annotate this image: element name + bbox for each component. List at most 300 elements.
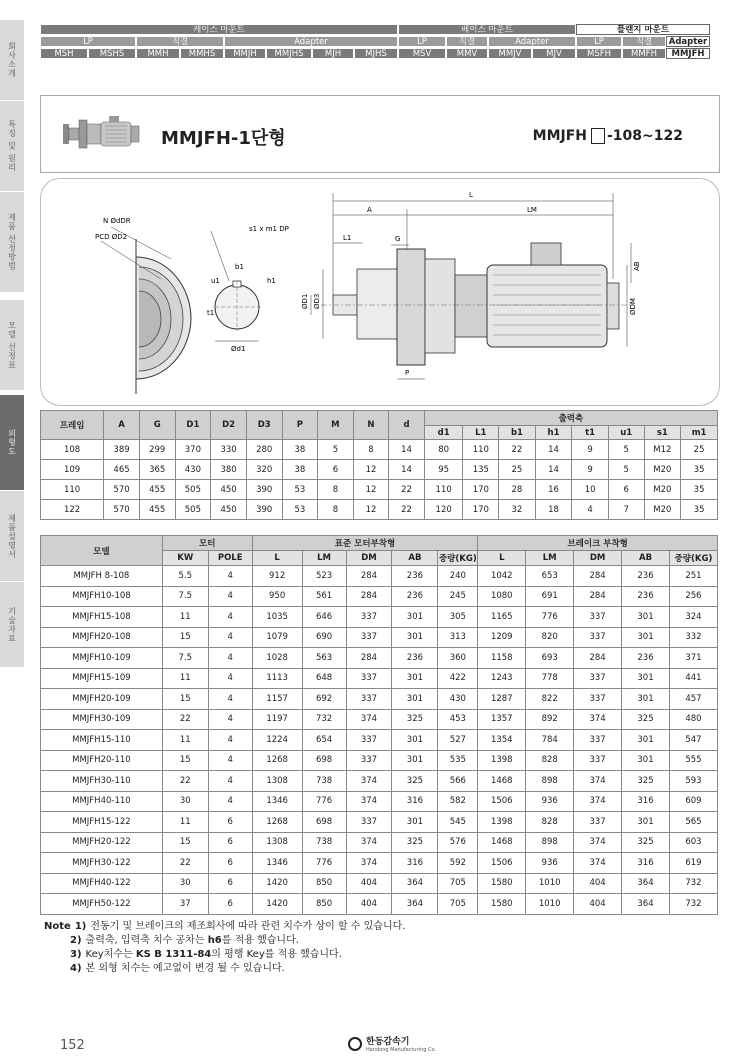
table-cell: 430: [438, 689, 478, 710]
nav-mmhs[interactable]: MMHS: [180, 48, 224, 59]
table-cell: 654: [302, 730, 346, 751]
nav-base-lp[interactable]: LP: [398, 36, 446, 47]
table-cell: 374: [574, 771, 622, 792]
table-cell: 453: [438, 709, 478, 730]
table-cell: 1165: [478, 607, 526, 628]
table-cell: 4: [208, 627, 252, 648]
table-cell: 324: [669, 607, 717, 628]
table-cell: MMJFH30-122: [41, 853, 163, 874]
table-cell: 374: [346, 832, 392, 853]
table-cell: 380: [211, 460, 247, 480]
table-cell: 592: [438, 853, 478, 874]
table-cell: 1243: [478, 668, 526, 689]
table-cell: 337: [574, 812, 622, 833]
table-cell: 422: [438, 668, 478, 689]
table-cell: 4: [208, 750, 252, 771]
side-tab-outline[interactable]: 외형도: [0, 395, 24, 491]
nav-lp[interactable]: LP: [40, 36, 136, 47]
table-cell: 1209: [478, 627, 526, 648]
table-cell: MMJFH 8-108: [41, 566, 163, 587]
nav-mmh[interactable]: MMH: [136, 48, 180, 59]
table-cell: 120: [424, 500, 463, 520]
table-cell: 457: [669, 689, 717, 710]
table-cell: 4: [208, 709, 252, 730]
nav-msfh[interactable]: MSFH: [576, 48, 622, 59]
table-cell: 374: [574, 832, 622, 853]
table-cell: 337: [346, 689, 392, 710]
table-cell: 4: [208, 586, 252, 607]
table-cell: MMJFH10-108: [41, 586, 163, 607]
table-cell: 30: [162, 873, 208, 894]
table-cell: 236: [622, 586, 670, 607]
table-cell: 404: [346, 894, 392, 915]
page-title: MMJFH-1단형: [161, 128, 286, 149]
table-cell: 236: [392, 566, 438, 587]
col-d: d: [389, 411, 425, 440]
col-kw: KW: [162, 551, 208, 566]
table-cell: 325: [392, 709, 438, 730]
table-cell: 898: [526, 771, 574, 792]
table-cell: 570: [104, 480, 140, 500]
table-cell: 892: [526, 709, 574, 730]
table-cell: 698: [302, 812, 346, 833]
table-cell: 95: [424, 460, 463, 480]
nav-base-adapter[interactable]: Adapter: [488, 36, 576, 47]
nav-base-direct[interactable]: 직결: [446, 36, 488, 47]
nav-msh[interactable]: MSH: [40, 48, 88, 59]
table-cell: 337: [346, 730, 392, 751]
table-cell: 301: [622, 668, 670, 689]
col-std-weight: 중량(KG): [438, 551, 478, 566]
table-cell: 22: [389, 480, 425, 500]
table-row: [41, 586, 718, 607]
col-a: A: [104, 411, 140, 440]
table-cell: 732: [302, 709, 346, 730]
table-cell: 450: [211, 500, 247, 520]
table-cell: 430: [175, 460, 211, 480]
label-u1: u1: [211, 277, 220, 285]
table-cell: 1158: [478, 648, 526, 669]
table-cell: 11: [162, 730, 208, 751]
label-p: P: [405, 369, 410, 377]
table-cell: 15: [162, 627, 208, 648]
nav-msv[interactable]: MSV: [398, 48, 446, 59]
col-out-l1: L1: [463, 426, 499, 440]
table-cell: 11: [162, 668, 208, 689]
table-cell: 109: [41, 460, 104, 480]
table-cell: MMJFH15-109: [41, 668, 163, 689]
table-cell: 609: [669, 791, 717, 812]
table-cell: 1157: [252, 689, 302, 710]
nav-mmfh[interactable]: MMFH: [622, 48, 666, 59]
nav-direct[interactable]: 직결: [136, 36, 224, 47]
label-dm: ØDM: [629, 298, 637, 315]
table-cell: 301: [622, 812, 670, 833]
col-std-dm: DM: [346, 551, 392, 566]
nav-case-mount[interactable]: 케이스 마운트: [40, 24, 398, 35]
nav-mmjfh[interactable]: MMJFH: [666, 48, 710, 59]
table-cell: 6: [208, 873, 252, 894]
table-cell: 337: [346, 607, 392, 628]
col-brake-dm: DM: [574, 551, 622, 566]
table-cell: 6: [608, 480, 644, 500]
label-h1: h1: [267, 277, 276, 285]
label-pcd-d2: PCD ØD2: [95, 233, 128, 241]
nav-flange-lp[interactable]: LP: [576, 36, 622, 47]
table-cell: 12: [353, 500, 389, 520]
table-cell: MMJFH40-122: [41, 873, 163, 894]
table-cell: 4: [208, 791, 252, 812]
gear-motor-icon: [59, 114, 149, 154]
table-row: [41, 730, 718, 751]
table-cell: 5.5: [162, 566, 208, 587]
col-g: G: [139, 411, 175, 440]
table-cell: 374: [574, 853, 622, 874]
table-cell: 1506: [478, 853, 526, 874]
side-tab-manual[interactable]: 제품설명서: [0, 491, 24, 582]
label-l1: L1: [343, 234, 352, 242]
nav-mmjv[interactable]: MMJV: [488, 48, 532, 59]
table-cell: 11: [162, 812, 208, 833]
table-cell: 313: [438, 627, 478, 648]
table-cell: 450: [211, 480, 247, 500]
table-cell: 441: [669, 668, 717, 689]
table-cell: 1010: [526, 894, 574, 915]
table-cell: MMJFH20-110: [41, 750, 163, 771]
label-d-d1: ØD1: [301, 293, 309, 309]
table-cell: 35: [681, 460, 718, 480]
motor-model-rows: [41, 566, 718, 915]
table-row: [41, 853, 718, 874]
table-cell: 1287: [478, 689, 526, 710]
table-cell: 1113: [252, 668, 302, 689]
table-cell: 1080: [478, 586, 526, 607]
table-cell: 30: [162, 791, 208, 812]
table-row: [41, 791, 718, 812]
notes: [44, 920, 405, 976]
nav-mjhs[interactable]: MJHS: [354, 48, 398, 59]
nav-flange-mount[interactable]: 플랜지 마운트: [576, 24, 710, 35]
table-cell: 330: [211, 440, 247, 460]
table-cell: 1354: [478, 730, 526, 751]
table-cell: 828: [526, 750, 574, 771]
table-cell: 12: [353, 460, 389, 480]
table-row: [41, 750, 718, 771]
nav-flange-adapter[interactable]: Adapter: [666, 36, 710, 47]
table-cell: 390: [246, 500, 282, 520]
table-row: [41, 894, 718, 915]
table-cell: 582: [438, 791, 478, 812]
table-cell: 4: [208, 689, 252, 710]
table-cell: 5: [608, 440, 644, 460]
side-tab-model-table[interactable]: 모델 선정표: [0, 300, 24, 391]
col-brake-weight: 중량(KG): [669, 551, 717, 566]
nav-mshs[interactable]: MSHS: [88, 48, 136, 59]
table-cell: MMJFH20-122: [41, 832, 163, 853]
table-cell: 455: [139, 500, 175, 520]
label-ab: AB: [633, 261, 641, 271]
table-cell: 374: [346, 853, 392, 874]
motor-header: 모터: [162, 536, 252, 551]
nav-base-mount[interactable]: 베이스 마운트: [398, 24, 576, 35]
table-cell: 325: [622, 771, 670, 792]
table-cell: 912: [252, 566, 302, 587]
table-cell: 22: [162, 853, 208, 874]
table-cell: 6: [208, 832, 252, 853]
label-s1-m1: s1 x m1 DP: [249, 225, 289, 233]
table-cell: M20: [644, 480, 681, 500]
table-cell: 256: [669, 586, 717, 607]
table-cell: 4: [208, 730, 252, 751]
table-cell: 337: [574, 750, 622, 771]
note-4: 4) 본 외형 치수는 예고없이 변경 될 수 있습니다.: [70, 963, 285, 974]
dimension-drawing-panel: [40, 178, 720, 406]
label-l: L: [469, 191, 473, 199]
col-out-h1: h1: [535, 426, 572, 440]
table-cell: 936: [526, 853, 574, 874]
nav-mmjh[interactable]: MMJH: [224, 48, 266, 59]
table-cell: 337: [346, 750, 392, 771]
table-cell: 1398: [478, 812, 526, 833]
table-cell: 822: [526, 689, 574, 710]
table-row: [41, 607, 718, 628]
col-brake-ab: AB: [622, 551, 670, 566]
table-cell: 22: [499, 440, 536, 460]
table-cell: 301: [622, 607, 670, 628]
table-cell: 236: [622, 566, 670, 587]
table-row: [41, 668, 718, 689]
table-cell: 570: [104, 500, 140, 520]
table-cell: 12: [353, 480, 389, 500]
col-out-s1: s1: [644, 426, 681, 440]
table-cell: M12: [644, 440, 681, 460]
col-m: M: [318, 411, 354, 440]
table-cell: 776: [302, 791, 346, 812]
table-cell: 555: [669, 750, 717, 771]
table-cell: 22: [162, 771, 208, 792]
table-cell: 389: [104, 440, 140, 460]
table-cell: 284: [346, 586, 392, 607]
table-cell: 7.5: [162, 586, 208, 607]
table-cell: 404: [346, 873, 392, 894]
model-placeholder-box: [591, 128, 605, 144]
table-cell: 374: [574, 709, 622, 730]
nav-adapter[interactable]: Adapter: [224, 36, 398, 47]
table-cell: 776: [526, 607, 574, 628]
table-cell: 690: [302, 627, 346, 648]
col-out-m1: m1: [681, 426, 718, 440]
output-shaft-header: 출력축: [424, 411, 717, 426]
table-cell: 251: [669, 566, 717, 587]
table-cell: 1042: [478, 566, 526, 587]
gear-motor-side-view: [321, 243, 631, 365]
table-cell: 15: [162, 750, 208, 771]
table-cell: 53: [282, 500, 318, 520]
table-cell: 523: [302, 566, 346, 587]
table-cell: 480: [669, 709, 717, 730]
table-cell: 316: [392, 853, 438, 874]
table-cell: 738: [302, 832, 346, 853]
col-std-lm: LM: [302, 551, 346, 566]
table-cell: 561: [302, 586, 346, 607]
table-cell: 365: [139, 460, 175, 480]
table-cell: 6: [318, 460, 354, 480]
table-cell: 1580: [478, 894, 526, 915]
table-cell: 776: [302, 853, 346, 874]
table-cell: 371: [669, 648, 717, 669]
table-cell: 364: [622, 873, 670, 894]
table-cell: 15: [162, 832, 208, 853]
table-cell: 1420: [252, 894, 302, 915]
table-cell: 35: [681, 480, 718, 500]
label-t1: t1: [207, 309, 215, 317]
table-cell: 374: [346, 709, 392, 730]
nav-flange-direct[interactable]: 직결: [622, 36, 666, 47]
table-cell: 28: [499, 480, 536, 500]
table-cell: 374: [346, 771, 392, 792]
side-tab-features[interactable]: 특징 및 원리: [0, 101, 24, 192]
table-cell: 5: [608, 460, 644, 480]
table-cell: 301: [392, 607, 438, 628]
table-cell: 7.5: [162, 648, 208, 669]
table-cell: 653: [526, 566, 574, 587]
table-cell: 22: [389, 500, 425, 520]
label-lm: LM: [527, 206, 537, 214]
table-cell: 4: [208, 771, 252, 792]
col-brake-lm: LM: [526, 551, 574, 566]
table-cell: 135: [463, 460, 499, 480]
label-b1: b1: [235, 263, 244, 271]
table-cell: 37: [162, 894, 208, 915]
nav-mjv[interactable]: MJV: [532, 48, 576, 59]
table-cell: 850: [302, 873, 346, 894]
table-cell: 22: [162, 709, 208, 730]
col-std-l: L: [252, 551, 302, 566]
table-cell: 284: [574, 566, 622, 587]
table-row: [41, 832, 718, 853]
table-cell: 8: [353, 440, 389, 460]
table-cell: 337: [574, 689, 622, 710]
table-cell: 828: [526, 812, 574, 833]
table-cell: 1308: [252, 771, 302, 792]
table-cell: 337: [346, 668, 392, 689]
table-cell: 325: [622, 832, 670, 853]
table-cell: 284: [346, 648, 392, 669]
table-cell: 505: [175, 500, 211, 520]
table-cell: 535: [438, 750, 478, 771]
table-cell: 236: [622, 648, 670, 669]
table-cell: 1010: [526, 873, 574, 894]
table-cell: 80: [424, 440, 463, 460]
table-cell: 301: [392, 689, 438, 710]
frame-dimension-rows: [41, 440, 718, 520]
table-cell: 370: [175, 440, 211, 460]
table-cell: MMJFH30-110: [41, 771, 163, 792]
table-cell: 732: [669, 873, 717, 894]
col-d3: D3: [246, 411, 282, 440]
table-cell: 6: [208, 812, 252, 833]
table-cell: 648: [302, 668, 346, 689]
table-cell: 619: [669, 853, 717, 874]
col-out-u1: u1: [608, 426, 644, 440]
table-cell: 301: [392, 627, 438, 648]
table-cell: 6: [208, 853, 252, 874]
note-2: 2) 출력축, 입력축 치수 공차는 h6 를 적용 했습니다.: [70, 935, 299, 946]
table-cell: 301: [622, 627, 670, 648]
table-cell: MMJFH10-109: [41, 648, 163, 669]
table-cell: 337: [346, 812, 392, 833]
brake-motor-header: 브레이크 부착형: [478, 536, 718, 551]
table-cell: 778: [526, 668, 574, 689]
table-cell: 14: [535, 460, 572, 480]
flange-front-view: [101, 227, 261, 394]
nav-mjh[interactable]: MJH: [312, 48, 354, 59]
table-cell: 698: [302, 750, 346, 771]
table-cell: 236: [392, 586, 438, 607]
table-cell: 820: [526, 627, 574, 648]
col-p: P: [282, 411, 318, 440]
col-frame: 프레임: [41, 411, 104, 440]
col-std-ab: AB: [392, 551, 438, 566]
table-cell: 784: [526, 730, 574, 751]
nav-mmjhs[interactable]: MMJHS: [266, 48, 312, 59]
side-tab-selection[interactable]: 제품 선정방법: [0, 192, 24, 293]
table-cell: 692: [302, 689, 346, 710]
table-cell: 15: [162, 689, 208, 710]
table-cell: 170: [463, 480, 499, 500]
table-cell: MMJFH50-122: [41, 894, 163, 915]
table-cell: 732: [669, 894, 717, 915]
table-cell: 4: [572, 500, 609, 520]
company-logo: 한동감속기 Handong Manufacturing Co.: [348, 1034, 436, 1053]
table-cell: 337: [346, 627, 392, 648]
table-cell: 545: [438, 812, 478, 833]
table-cell: 705: [438, 894, 478, 915]
side-tab-tech[interactable]: 기술자료: [0, 582, 24, 668]
note-3: 3) Key치수는 KS B 1311-84 의 평행 Key를 적용 했습니다.: [70, 949, 342, 960]
label-g: G: [395, 235, 401, 243]
label-d-d3: ØD3: [313, 293, 321, 309]
table-cell: 110: [424, 480, 463, 500]
table-cell: 8: [318, 500, 354, 520]
table-cell: 284: [574, 648, 622, 669]
table-cell: 38: [282, 460, 318, 480]
table-cell: 1268: [252, 750, 302, 771]
table-cell: 301: [392, 750, 438, 771]
table-cell: 565: [669, 812, 717, 833]
table-cell: 390: [246, 480, 282, 500]
table-cell: 404: [574, 873, 622, 894]
table-cell: 9: [572, 460, 609, 480]
table-cell: 25: [499, 460, 536, 480]
table-cell: 240: [438, 566, 478, 587]
side-tab-company[interactable]: 회사소개: [0, 20, 24, 101]
table-row: [41, 771, 718, 792]
table-cell: 25: [681, 440, 718, 460]
table-cell: 301: [392, 812, 438, 833]
table-cell: 110: [41, 480, 104, 500]
table-cell: 404: [574, 894, 622, 915]
table-cell: 337: [574, 607, 622, 628]
table-cell: 284: [574, 586, 622, 607]
table-cell: 4: [208, 607, 252, 628]
nav-mmv[interactable]: MMV: [446, 48, 488, 59]
table-cell: M20: [644, 460, 681, 480]
table-cell: MMJFH30-109: [41, 709, 163, 730]
table-row: [41, 500, 718, 520]
table-cell: 284: [346, 566, 392, 587]
table-cell: 465: [104, 460, 140, 480]
